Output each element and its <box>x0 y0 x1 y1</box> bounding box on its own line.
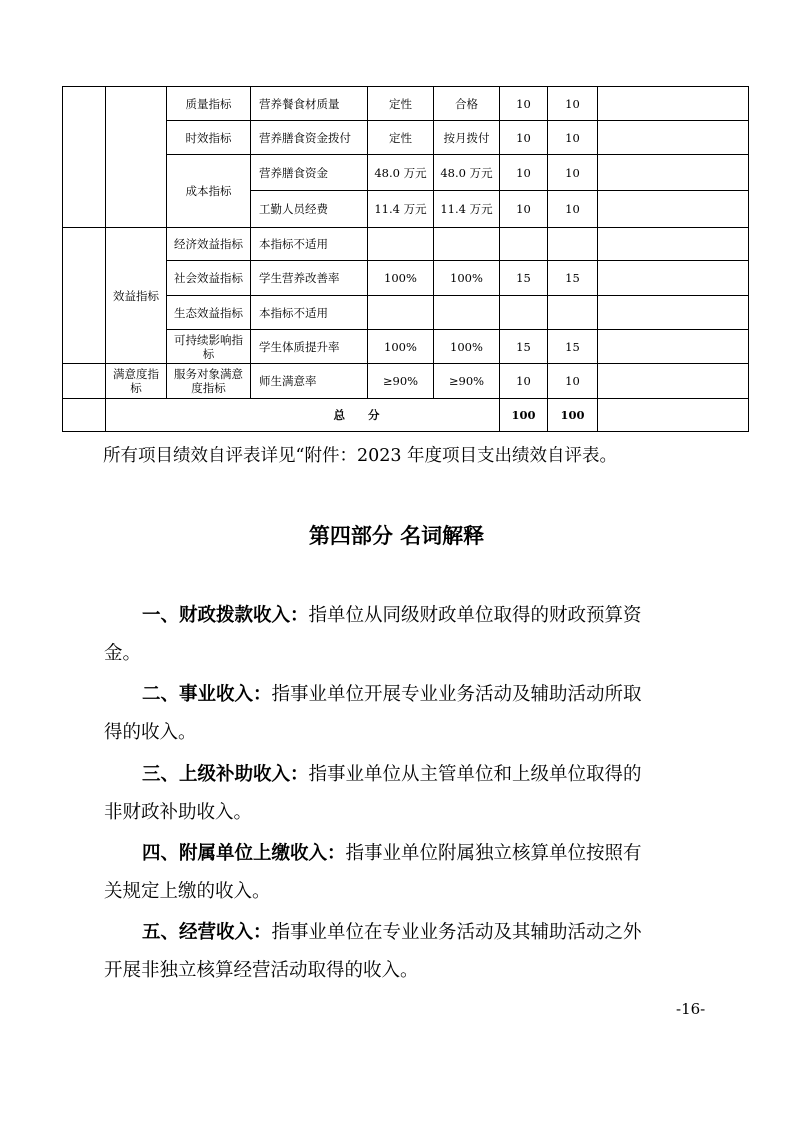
score-cell: 10 <box>548 121 598 155</box>
definition-term: 五、经营收入： <box>142 922 272 943</box>
section-title: 第四部分 名词解释 <box>308 523 485 548</box>
type-cell <box>368 296 434 330</box>
definition-paragraph <box>104 835 744 911</box>
subcategory-cell: 服务对象满意度指标 <box>167 364 251 399</box>
category-cell: 效益指标 <box>106 228 167 364</box>
subcategory-cell: 质量指标 <box>167 87 251 121</box>
target-cell: 48.0 万元 <box>434 155 500 191</box>
total-weight: 100 <box>500 399 548 432</box>
page-number: -16- <box>676 1000 706 1018</box>
remark-cell <box>598 330 749 364</box>
indicator-cell: 本指标不适用 <box>251 228 368 261</box>
weight-cell <box>500 296 548 330</box>
total-label: 总 分 <box>106 399 500 432</box>
level1-cell <box>63 87 106 228</box>
weight-cell: 10 <box>500 121 548 155</box>
score-cell: 10 <box>548 191 598 228</box>
remark-cell <box>598 228 749 261</box>
score-cell: 10 <box>548 364 598 399</box>
definition-text-cont: 金。 <box>104 643 142 664</box>
definition-paragraph <box>104 914 744 990</box>
weight-cell: 10 <box>500 191 548 228</box>
indicator-cell: 学生体质提升率 <box>251 330 368 364</box>
remark-cell <box>598 364 749 399</box>
remark-cell <box>598 399 749 432</box>
subcategory-cell: 时效指标 <box>167 121 251 155</box>
indicator-cell: 本指标不适用 <box>251 296 368 330</box>
level1-cell <box>63 228 106 364</box>
type-cell: 11.4 万元 <box>368 191 434 228</box>
type-cell <box>368 228 434 261</box>
target-cell: 按月拨付 <box>434 121 500 155</box>
indicator-cell: 工勤人员经费 <box>251 191 368 228</box>
type-cell: ≥90% <box>368 364 434 399</box>
weight-cell <box>500 228 548 261</box>
table-row <box>63 228 749 261</box>
subcategory-cell: 生态效益指标 <box>167 296 251 330</box>
weight-cell: 15 <box>500 261 548 296</box>
definition-term: 二、事业收入： <box>142 684 272 705</box>
weight-cell: 10 <box>500 155 548 191</box>
category-cell <box>106 87 167 228</box>
target-cell <box>434 228 500 261</box>
performance-table <box>62 86 749 432</box>
remark-cell <box>598 87 749 121</box>
target-cell: 100% <box>434 330 500 364</box>
definition-text: 指事业单位附属独立核算单位按照有 <box>345 843 642 864</box>
score-cell: 10 <box>548 87 598 121</box>
remark-cell <box>598 296 749 330</box>
type-cell: 定性 <box>368 87 434 121</box>
indicator-cell: 师生满意率 <box>251 364 368 399</box>
definition-text-cont: 关规定上缴的收入。 <box>104 881 271 902</box>
total-row <box>63 399 749 432</box>
target-cell: 11.4 万元 <box>434 191 500 228</box>
score-cell <box>548 228 598 261</box>
indicator-cell: 营养餐食材质量 <box>251 87 368 121</box>
definition-text: 指单位从同级财政单位取得的财政预算资 <box>308 605 642 626</box>
indicator-cell: 学生营养改善率 <box>251 261 368 296</box>
weight-cell: 10 <box>500 87 548 121</box>
weight-cell: 10 <box>500 364 548 399</box>
type-cell: 定性 <box>368 121 434 155</box>
indicator-cell: 营养膳食资金拨付 <box>251 121 368 155</box>
level1-cell <box>63 364 106 399</box>
definition-text-cont: 非财政补助收入。 <box>104 802 253 823</box>
remark-cell <box>598 121 749 155</box>
score-cell <box>548 296 598 330</box>
definition-term: 四、附属单位上缴收入： <box>142 843 346 864</box>
attachment-note: 所有项目绩效自评表详见“附件：2023 年度项目支出绩效自评表。 <box>103 446 618 466</box>
subcategory-cell: 可持续影响指标 <box>167 330 251 364</box>
weight-cell: 15 <box>500 330 548 364</box>
type-cell: 48.0 万元 <box>368 155 434 191</box>
subcategory-cell: 社会效益指标 <box>167 261 251 296</box>
definition-text: 指事业单位开展专业业务活动及辅助活动所取 <box>271 684 642 705</box>
definition-term: 一、财政拨款收入： <box>142 605 309 626</box>
subcategory-cell: 成本指标 <box>167 155 251 228</box>
target-cell: 100% <box>434 261 500 296</box>
score-cell: 15 <box>548 261 598 296</box>
definition-paragraph <box>104 676 744 752</box>
total-score: 100 <box>548 399 598 432</box>
definition-term: 三、上级补助收入： <box>142 764 309 785</box>
target-cell: 合格 <box>434 87 500 121</box>
definition-paragraph <box>104 597 744 673</box>
definition-text-cont: 开展非独立核算经营活动取得的收入。 <box>104 960 419 981</box>
table-row <box>63 87 749 121</box>
remark-cell <box>598 191 749 228</box>
type-cell: 100% <box>368 261 434 296</box>
remark-cell <box>598 155 749 191</box>
type-cell: 100% <box>368 330 434 364</box>
definition-text: 指事业单位在专业业务活动及其辅助活动之外 <box>271 922 642 943</box>
score-cell: 10 <box>548 155 598 191</box>
definition-paragraph <box>104 756 744 832</box>
definition-text: 指事业单位从主管单位和上级单位取得的 <box>308 764 642 785</box>
target-cell <box>434 296 500 330</box>
target-cell: ≥90% <box>434 364 500 399</box>
score-cell: 15 <box>548 330 598 364</box>
category-cell: 满意度指标 <box>106 364 167 399</box>
subcategory-cell: 经济效益指标 <box>167 228 251 261</box>
remark-cell <box>598 261 749 296</box>
indicator-cell: 营养膳食资金 <box>251 155 368 191</box>
definition-text-cont: 得的收入。 <box>104 722 197 743</box>
level1-cell <box>63 399 106 432</box>
table-row <box>63 364 749 399</box>
